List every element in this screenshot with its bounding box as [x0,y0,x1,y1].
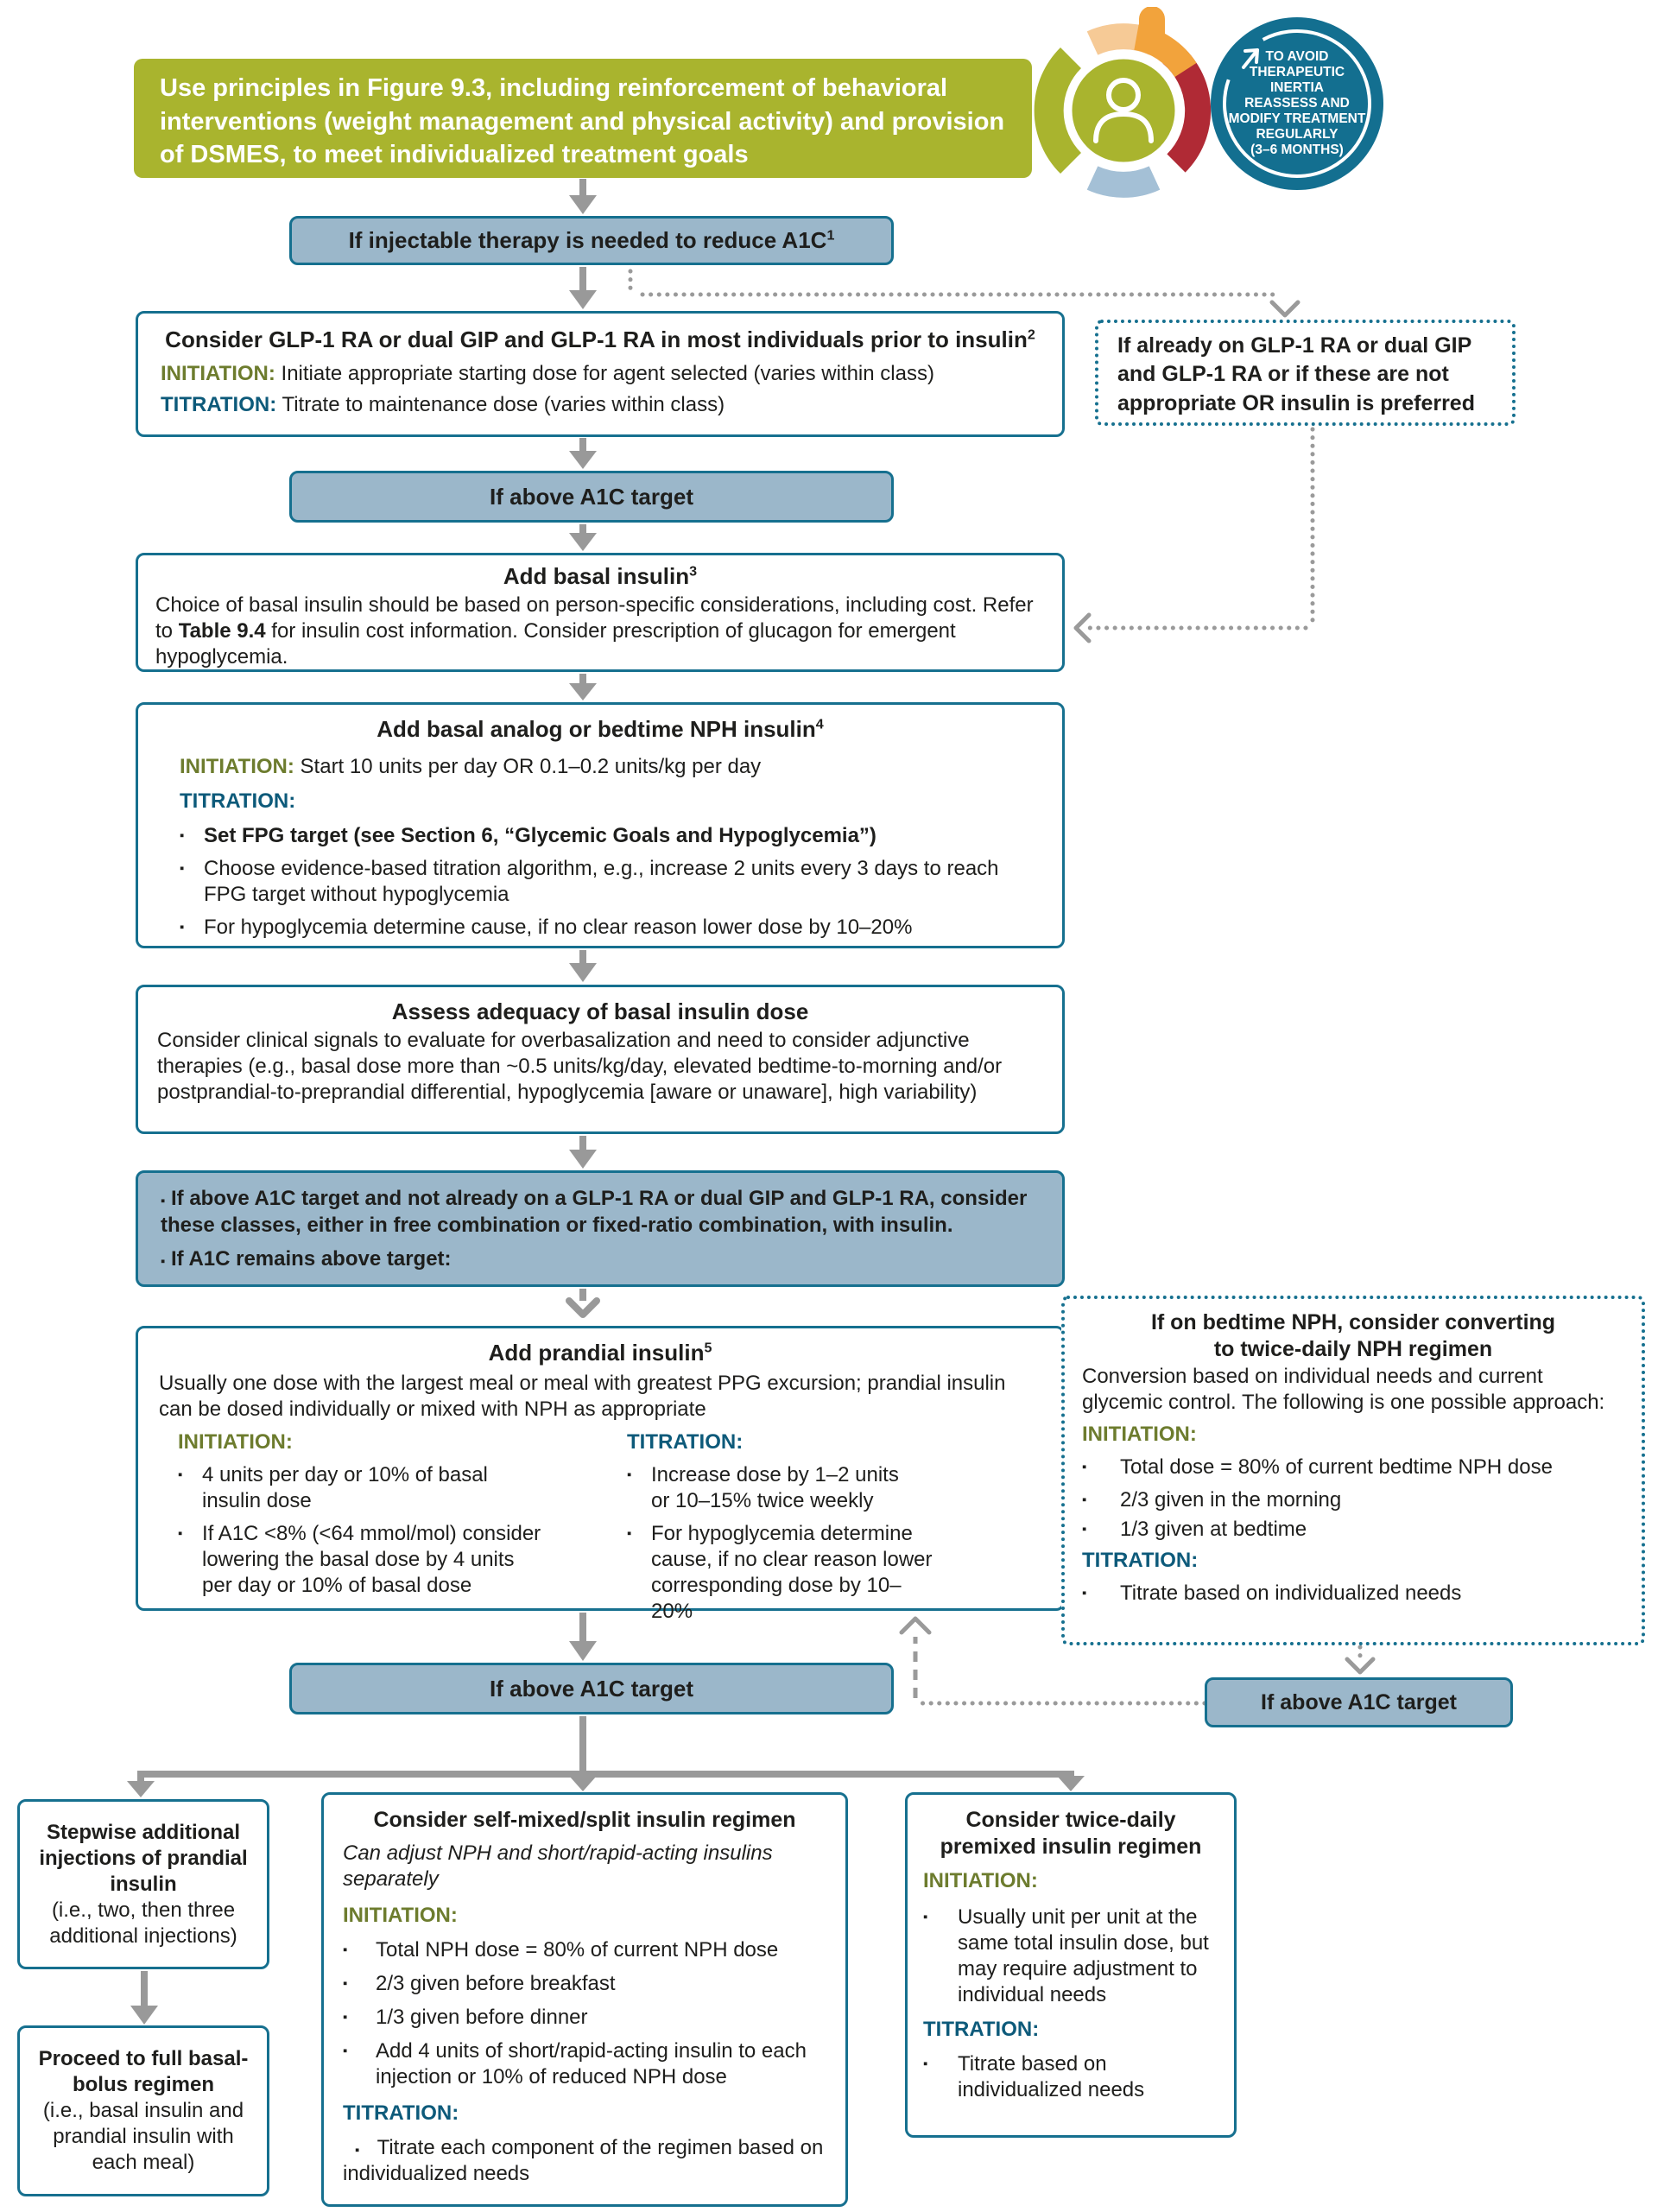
square-bullet-icon: ▪ [180,860,185,876]
badge-line: TO AVOID [1265,49,1329,65]
list-item: ▪ Titrate based on individualized needs [1082,1581,1462,1605]
box-title: Consider GLP-1 RA or dual GIP and GLP-1 RA in most individuals prior to insulin$^2$ [165,326,1035,352]
box-title: Add basal analog or bedtime NPH insulin$^4$ [377,716,824,742]
list-item: ▪ Titrate based on individualized needs [923,2051,1145,2101]
box-assess-adequacy [136,985,1065,1134]
square-bullet-icon: ▪ [178,1525,183,1541]
badge-line: THERAPEUTIC [1249,65,1345,80]
initiation-label: INITIATION: [178,1429,293,1454]
square-bullet-icon: ▪ [178,1467,183,1482]
initiation-label: INITIATION: [923,1868,1038,1892]
badge-line: REGULARLY [1256,126,1338,142]
square-bullet-icon: ▪ [627,1467,632,1482]
box-title: Add prandial insulin$^5$ [488,1340,712,1366]
box-self-mixed-split [321,1792,848,2207]
box-title: If on bedtime NPH, consider converting to twice-daily NPH regimen [1150,1310,1556,1362]
initiation-line: INITIATION: Start 10 units per day OR 0.1–0.2 units/kg per day [180,754,762,778]
list-item: ▪ Total NPH dose = 80% of current NPH dose [343,1938,779,1962]
box-body: Choice of basal insulin should be based on person-specific considerations, including cost. Refer to Table 9.4 for insulin cost information. Consider prescription of glucagon for emergent hypoglycemia. [155,593,1034,669]
box-title: Assess adequacy of basal insulin dose [391,998,809,1024]
titration-label: TITRATION: [627,1429,744,1454]
box-title: Consider self-mixed/split insulin regimen [373,1808,796,1832]
square-bullet-icon: ▪ [161,1194,166,1208]
initiation-column [159,1429,592,1625]
initiation-line: INITIATION: Initiate appropriate starting dose for agent selected (varies within class) [161,361,934,385]
initiation-label: INITIATION: [343,1904,458,1928]
box-combination-glp1 [136,1170,1065,1287]
box-subtitle: Can adjust NPH and short/rapid-acting insulins separately [343,1841,773,1892]
badge-line: MODIFY TREATMENT [1228,111,1366,126]
list-item: ▪ Usually unit per unit at the same total insulin dose, but may require adjustment to individual needs [923,1905,1209,2006]
box-above-a1c-target-2 [289,1663,894,1714]
square-bullet-icon: ▪ [343,2010,348,2025]
care-cycle-icon [1033,7,1223,206]
box-basal-bolus [17,2025,269,2196]
badge-line: INERTIA [1270,80,1324,96]
square-bullet-icon: ▪ [1082,1585,1087,1600]
list-item: ▪ 2/3 given before breakfast [343,1972,616,1996]
list-item: ▪ 4 units per day or 10% of basal insulin dose [178,1462,488,1512]
box-label: If above A1C target [490,483,693,510]
box-title: Add basal insulin$^3$ [503,563,698,589]
therapeutic-inertia-badge [1211,17,1383,190]
list-item: ▪ If A1C remains above target: [161,1247,452,1271]
box-body: (i.e., basal insulin and prandial insulin with each meal) [42,2099,244,2174]
titration-label: TITRATION: [343,2101,459,2126]
box-basal-analog-nph [136,702,1065,948]
prandial-columns [159,1429,1041,1625]
square-bullet-icon: ▪ [1082,1492,1087,1507]
box-above-a1c-target-1 [289,471,894,523]
box-principles [134,59,1032,178]
badge-line: REASSESS AND [1244,96,1350,111]
box-nph-conversion [1061,1296,1645,1645]
box-body: (i.e., two, then three additional injections) [49,1898,237,1948]
list-item: ▪ 1/3 given at bedtime [1082,1517,1307,1541]
list-item: ▪ If A1C <8% (<64 mmol/mol) consider lowering the basal dose by 4 units per day or 10% of basal dose [178,1521,541,1597]
box-already-on-glp1 [1095,320,1516,426]
square-bullet-icon: ▪ [180,827,185,843]
square-bullet-icon: ▪ [1082,1459,1087,1474]
list-item: ▪ 1/3 given before dinner [343,2006,588,2030]
titration-column [592,1429,1041,1625]
box-subtitle: Usually one dose with the largest meal or meal with greatest PPG excursion; prandial insulin can be dosed individually or mixed with NPH as appropriate [159,1371,1006,1421]
box-title: Stepwise additional injections of prandial insulin [39,1820,248,1896]
badge-line: (3–6 MONTHS) [1250,142,1344,157]
initiation-label: INITIATION: [1082,1422,1197,1446]
titration-line: TITRATION: [180,789,296,813]
titration-line: TITRATION: Titrate to maintenance dose (varies within class) [161,392,725,416]
box-premixed-regimen [905,1792,1237,2138]
box-add-basal-insulin [136,553,1065,672]
box-add-prandial-insulin [136,1326,1065,1623]
box-stepwise-injections [17,1799,269,1969]
list-item: ▪ Total dose = 80% of current bedtime NPH dose [1082,1455,1553,1479]
list-item: ▪ Set FPG target (see Section 6, “Glycemic Goals and Hypoglycemia”) [180,823,876,847]
square-bullet-icon: ▪ [180,919,185,935]
list-item: ▪ Titrate each component of the regimen based on individualized needs [343,2136,824,2186]
titration-label: TITRATION: [1082,1548,1199,1572]
box-body: Conversion based on individual needs and current glycemic control. The following is one possible approach: [1082,1364,1605,1415]
box-label: If injectable therapy is needed to reduce $A1C^1$ [348,227,835,253]
list-item: ▪ Increase dose by 1–2 units or 10–15% twice weekly [627,1462,899,1512]
box-injectable-therapy [289,216,894,265]
box-label: If above A1C target [490,1675,693,1702]
principles-text: Use principles in Figure 9.3, including reinforcement of behavioral interventions (weight management and physical activity) and provision of DSMES, to meet individualized treatment goals [160,74,1005,169]
list-item: ▪ For hypoglycemia determine cause, if no clear reason lower dose by 10–20% [180,915,913,939]
box-above-a1c-target-3 [1205,1677,1513,1727]
list-item: ▪ Choose evidence-based titration algorithm, e.g., increase 2 units every 3 days to reach FPG target without hypoglycemia [180,856,999,906]
square-bullet-icon: ▪ [343,1943,348,1958]
square-bullet-icon: ▪ [923,1909,928,1924]
box-consider-glp1 [136,311,1065,437]
box-label: If above A1C target [1261,1689,1457,1714]
square-bullet-icon: ▪ [1082,1521,1087,1537]
titration-label: TITRATION: [923,2017,1040,2041]
box-body: Consider clinical signals to evaluate for overbasalization and need to consider adjunctive therapies (e.g., basal dose more than ~0.5 units/kg/day, elevated bedtime-to-morning and/or postprandial-to-preprandial differential, hypoglycemia [aware or unaware], high variability) [157,1028,1003,1104]
circular-arrow-icon [1211,17,1383,190]
square-bullet-icon: ▪ [343,1976,348,1992]
box-title: Proceed to full basal-bolus regimen [38,2047,249,2096]
square-bullet-icon: ▪ [161,1254,166,1270]
square-bullet-icon: ▪ [923,2056,928,2071]
list-item: ▪ If above A1C target and not already on a GLP-1 RA or dual GIP and GLP-1 RA, consider these classes, either in free combination or fixed-ratio combination, with insulin. [161,1187,1028,1238]
square-bullet-icon: ▪ [627,1525,632,1541]
square-bullet-icon: ▪ [355,2143,360,2158]
box-title: Consider twice-daily premixed insulin regimen [940,1808,1202,1860]
box-label: If already on GLP-1 RA or dual GIP and GLP-1 RA or if these are not appropriate OR insulin is preferred [1117,333,1475,415]
list-item: ▪ 2/3 given in the morning [1082,1487,1342,1512]
list-item: ▪ Add 4 units of short/rapid-acting insulin to each injection or 10% of reduced NPH dose [343,2039,807,2089]
list-item: ▪ For hypoglycemia determine cause, if no clear reason lower corresponding dose by 10–20% [627,1521,933,1623]
square-bullet-icon: ▪ [343,2044,348,2059]
